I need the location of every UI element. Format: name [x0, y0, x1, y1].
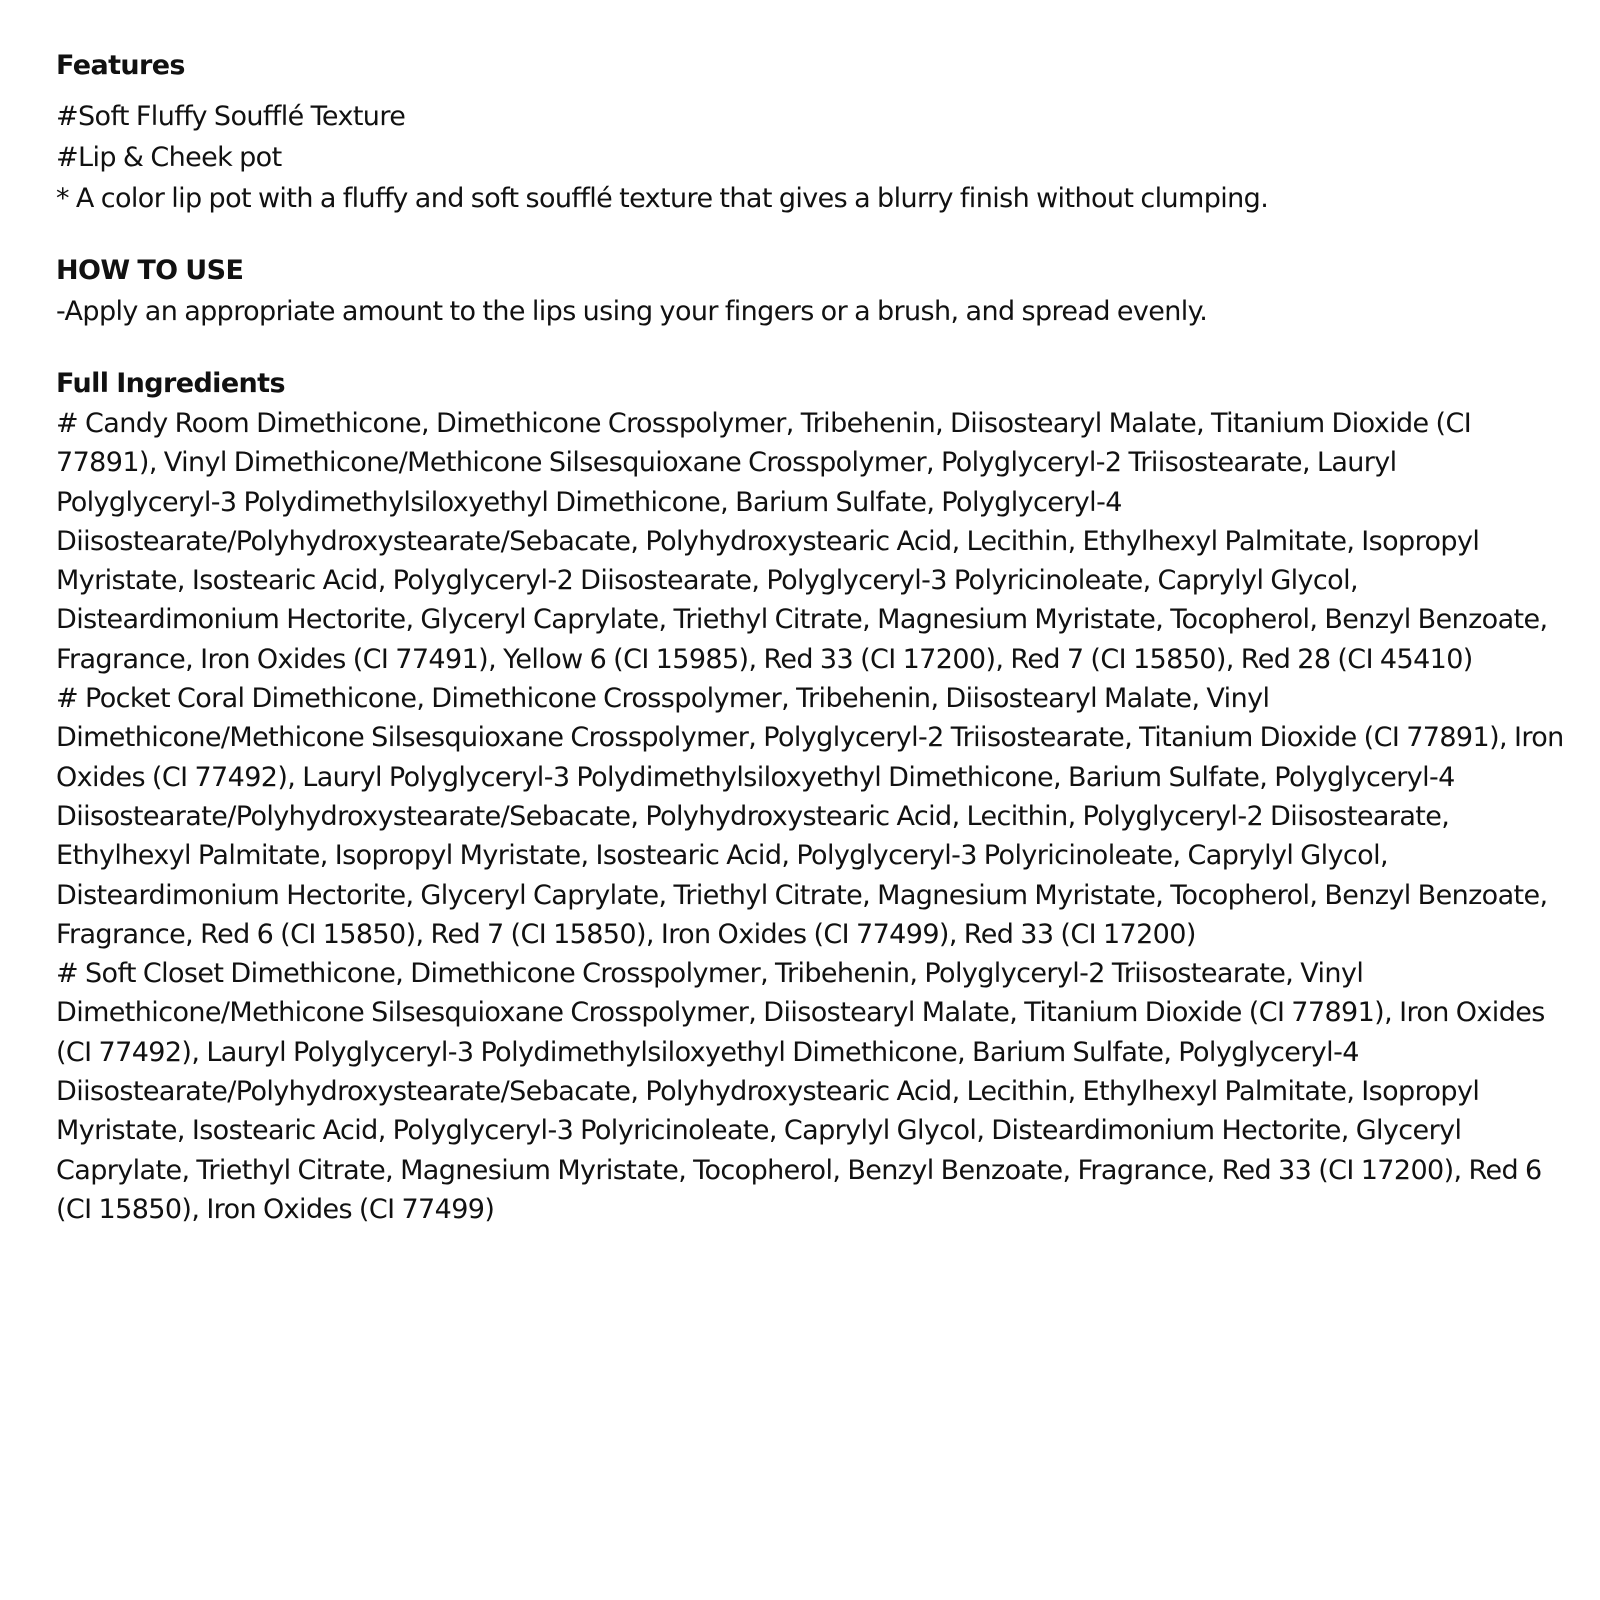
section-spacer [56, 219, 1564, 253]
how-to-use-heading: HOW TO USE [56, 255, 244, 286]
ingredients-soft-closet [56, 954, 1564, 1229]
shade-name-soft-closet: # Soft Closet [56, 958, 224, 990]
section-spacer [56, 332, 1564, 366]
ingredient-list-pocket-coral: Dimethicone, Dimethicone Crosspolymer, Tribehenin, Diisostearyl Malate, Vinyl Dimethicone/Methicone Silsesquioxane Crosspolymer, Polyglyceryl-2 Triisostearate, Titanium Dioxide (CI 77891), Iron Oxides (CI 77492), Lauryl Polyglyceryl-3 Polydimethylsiloxyethyl Dimethicone, Barium Sulfate, Polyglyceryl-4 Diisostearate/Polyhydroxystearate/Sebacate, Polyhydroxystearic Acid, Lecithin, Polyglyceryl-2 Diisostearate, Ethylhexyl Palmitate, Isopropyl Myristate, Isostearic Acid, Polyglyceryl-3 Polyricinoleate, Caprylyl Glycol, Disteardimonium Hectorite, Glyceryl Caprylate, Triethyl Citrate, Magnesium Myristate, Tocopherol, Benzyl Benzoate, Fragrance, Red 6 (CI 15850), Red 7 (CI 15850), Iron Oxides (CI 77499), Red 33 (CI 17200) [56, 683, 1564, 950]
features-list [56, 96, 1564, 219]
ingredients-section [56, 366, 1564, 1229]
ingredients-candy-room [56, 404, 1564, 679]
features-section [56, 44, 1564, 219]
how-to-use-text: -Apply an appropriate amount to the lips using your fingers or a brush, and spread evenly. [56, 296, 1208, 327]
feature-line-pot: #Lip & Cheek pot [56, 142, 282, 173]
ingredient-list-candy-room: Dimethicone, Dimethicone Crosspolymer, Tribehenin, Diisostearyl Malate, Titanium Dioxide (CI 77891), Vinyl Dimethicone/Methicone Silsesquioxane Crosspolymer, Polyglyceryl-2 Triisostearate, Lauryl Polyglyceryl-3 Polydimethylsiloxyethyl Dimethicone, Barium Sulfate, Polyglyceryl-4 Diisostearate/Polyhydroxystearate/Sebacate, Polyhydroxystearic Acid, Lecithin, Ethylhexyl Palmitate, Isopropyl Myristate, Isostearic Acid, Polyglyceryl-2 Diisostearate, Polyglyceryl-3 Polyricinoleate, Caprylyl Glycol, Disteardimonium Hectorite, Glyceryl Caprylate, Triethyl Citrate, Magnesium Myristate, Tocopherol, Benzyl Benzoate, Fragrance, Iron Oxides (CI 77491), Yellow 6 (CI 15985), Red 33 (CI 17200), Red 7 (CI 15850), Red 28 (CI 45410) [56, 408, 1548, 675]
how-to-use-section [56, 253, 1564, 332]
ingredient-list-soft-closet: Dimethicone, Dimethicone Crosspolymer, Tribehenin, Polyglyceryl-2 Triisostearate, Vinyl Dimethicone/Methicone Silsesquioxane Crosspolymer, Diisostearyl Malate, Titanium Dioxide (CI 77891), Iron Oxides (CI 77492), Lauryl Polyglyceryl-3 Polydimethylsiloxyethyl Dimethicone, Barium Sulfate, Polyglyceryl-4 Diisostearate/Polyhydroxystearate/Sebacate, Polyhydroxystearic Acid, Lecithin, Ethylhexyl Palmitate, Isopropyl Myristate, Isostearic Acid, Polyglyceryl-3 Polyricinoleate, Caprylyl Glycol, Disteardimonium Hectorite, Glyceryl Caprylate, Triethyl Citrate, Magnesium Myristate, Tocopherol, Benzyl Benzoate, Fragrance, Red 33 (CI 17200), Red 6 (CI 15850), Iron Oxides (CI 77499) [56, 958, 1545, 1225]
features-heading: Features [56, 50, 185, 81]
shade-name-candy-room: # Candy Room [56, 408, 250, 439]
feature-line-description: * A color lip pot with a fluffy and soft soufflé texture that gives a blurry finish without clumping. [56, 183, 1269, 214]
product-description-document [56, 44, 1564, 1229]
feature-line-texture: #Soft Fluffy Soufflé Texture [56, 101, 406, 132]
ingredients-pocket-coral [56, 679, 1564, 954]
shade-name-pocket-coral: # Pocket Coral [56, 683, 245, 715]
ingredients-heading: Full Ingredients [56, 368, 285, 399]
